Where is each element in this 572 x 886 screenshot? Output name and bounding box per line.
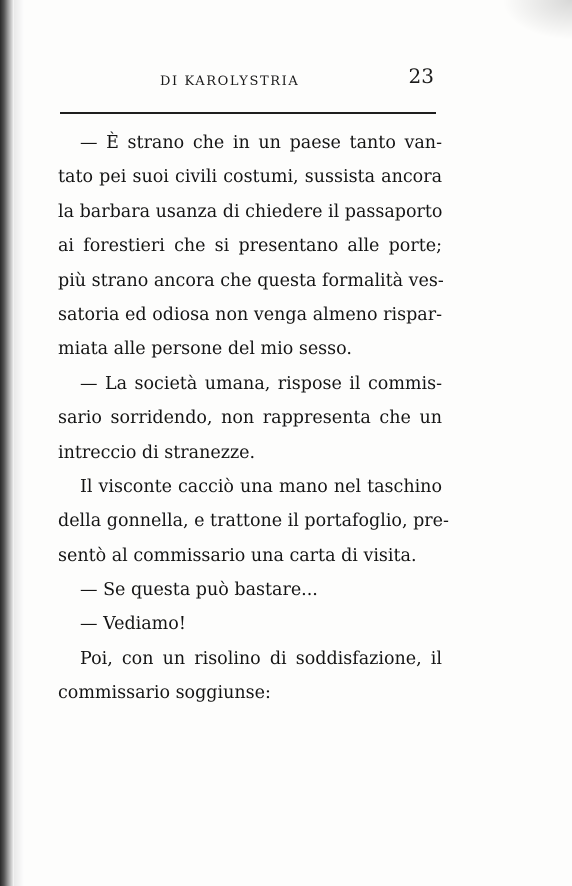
text-line: satoria ed odiosa non venga almeno rispar- (58, 304, 442, 325)
text-line: Poi, con un risolino di soddisfazione, il (80, 648, 442, 669)
scan-smudge (502, 0, 572, 40)
header-rule (60, 112, 436, 114)
text-line: — La società umana, rispose il commis- (80, 373, 442, 394)
text-line: sentò al commissario una carta di visita. (58, 545, 417, 566)
text-line: della gonnella, e trattone il portafoglio, pre- (58, 511, 449, 532)
text-line: più strano ancora che questa formalità ves- (58, 270, 444, 291)
text-line: tato pei suoi civili costumi, sussista ancora (58, 167, 442, 188)
text-line: ai forestieri che si presentano alle porte; (58, 236, 442, 257)
body-text (58, 126, 449, 711)
page-number: 23 (408, 64, 434, 88)
text-line: — Vediamo! (80, 614, 186, 635)
text-line: sario sorridendo, non rappresenta che un (58, 408, 442, 429)
text-line: intreccio di stranezze. (58, 442, 256, 463)
text-line: Il visconte cacciò una mano nel taschino (80, 476, 442, 497)
text-line: — È strano che in un paese tanto van- (80, 133, 442, 153)
binding-shadow (14, 0, 24, 886)
binding-edge (0, 0, 14, 886)
running-title: DI KAROLYSTRIA (160, 74, 300, 89)
page-header (60, 60, 438, 96)
text-line: la barbara usanza di chiedere il passaporto (58, 201, 443, 222)
text-line: — Se questa può bastare... (80, 580, 318, 601)
text-line: commissario soggiunse: (58, 683, 271, 704)
text-line: miata alle persone del mio sesso. (58, 339, 352, 360)
